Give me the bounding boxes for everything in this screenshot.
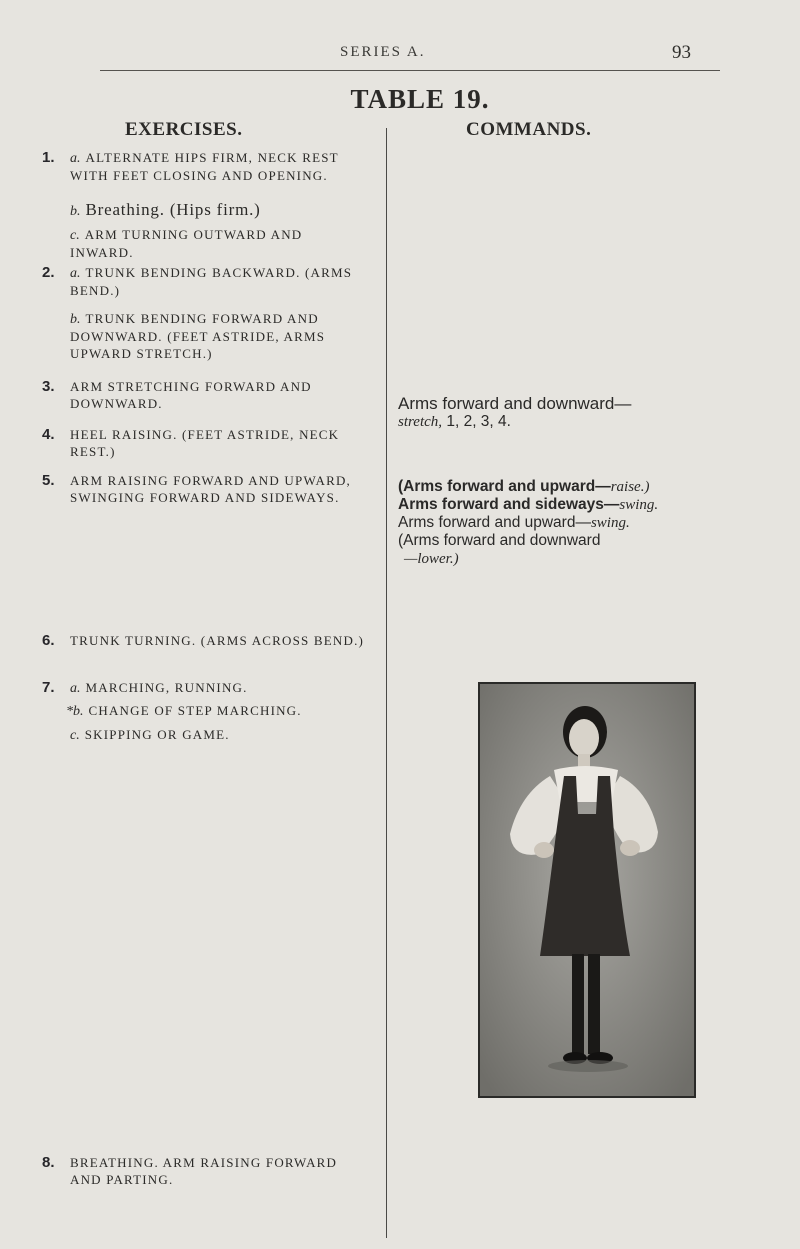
header-rule (100, 70, 720, 71)
exercise-number-2: 2. (42, 264, 55, 281)
command-3-line1: Arms forward and downward— (398, 394, 632, 413)
exercise-3-text: ARM STRETCHING FORWARD AND DOWNWARD. (70, 379, 312, 411)
page-number: 93 (672, 42, 691, 63)
command-5-line4: (Arms forward and downward (398, 532, 601, 549)
table-title (0, 84, 800, 115)
exercise-2b (70, 310, 370, 362)
exercise-8 (70, 1154, 370, 1188)
exercise-7c-marker: c. (70, 728, 80, 743)
command-5-line3-main: Arms forward and upward— (398, 514, 591, 531)
command-5-line3 (398, 514, 793, 532)
exercise-5-text: ARM RAISING FORWARD AND UPWARD, SWINGING FORWARD AND SIDEWAYS. (70, 473, 351, 505)
command-5-line5 (398, 550, 793, 568)
exercise-7a-marker: a. (70, 681, 81, 696)
exercise-7b-marker: *b. (66, 704, 84, 719)
exercise-number-7: 7. (42, 679, 55, 696)
command-5-line1 (398, 478, 793, 496)
exercise-2b-marker: b. (70, 312, 81, 327)
command-5-line2 (398, 496, 793, 514)
exercises-heading: EXERCISES. (125, 119, 243, 140)
exercise-4 (70, 426, 370, 460)
command-5-line2-italic: swing. (619, 497, 659, 513)
exercise-7b (66, 702, 366, 720)
exercise-number-1: 1. (42, 149, 55, 166)
command-3-counts: 1, 2, 3, 4. (446, 413, 511, 430)
exercise-5 (70, 472, 370, 506)
command-5-line5-italic: —lower.) (404, 551, 459, 567)
exercise-1b (70, 201, 370, 220)
exercise-1b-marker: b. (70, 204, 81, 219)
exercise-1a-marker: a. (70, 151, 81, 166)
column-divider (386, 128, 387, 1238)
exercise-2a-marker: a. (70, 266, 81, 281)
command-3 (398, 395, 788, 431)
command-5-line2-main: Arms forward and sideways— (398, 496, 620, 513)
exercise-1b-text: Breathing. (Hips firm.) (85, 200, 261, 219)
exercise-number-8: 8. (42, 1154, 55, 1171)
command-5-line1-main: (Arms forward and upward— (398, 478, 611, 495)
command-5-line3-italic: swing. (590, 515, 630, 531)
exercise-7a-text: MARCHING, RUNNING. (85, 680, 248, 695)
exercise-2a (70, 264, 370, 299)
table-title-text: TABLE 19. (350, 84, 490, 114)
running-head: SERIES A. (340, 44, 426, 60)
exercise-8-text: BREATHING. ARM RAISING FORWARD AND PARTING. (70, 1155, 338, 1187)
exercise-2b-text: TRUNK BENDING FORWARD AND DOWNWARD. (FEET ASTRIDE, ARMS UPWARD STRETCH.) (70, 311, 326, 361)
exercise-7c-text: SKIPPING OR GAME. (84, 727, 230, 742)
commands-heading: COMMANDS. (466, 119, 592, 140)
exercise-3 (70, 378, 370, 412)
exercise-1c (70, 226, 370, 261)
exercise-6 (70, 632, 370, 649)
exercise-number-4: 4. (42, 426, 55, 443)
exercise-2a-text: TRUNK BENDING BACKWARD. (ARMS BEND.) (70, 265, 353, 298)
girl-figure-illustration (480, 684, 694, 1096)
exercise-4-text: HEEL RAISING. (FEET ASTRIDE, NECK REST.) (70, 427, 340, 459)
exercise-1c-text: ARM TURNING OUTWARD AND INWARD. (70, 227, 303, 260)
exercise-number-6: 6. (42, 632, 55, 649)
exercise-1a (70, 149, 370, 184)
exercise-1a-text: ALTERNATE HIPS FIRM, NECK REST WITH FEET CLOSING AND OPENING. (70, 150, 339, 183)
exercise-number-3: 3. (42, 378, 55, 395)
exercise-number-5: 5. (42, 472, 55, 489)
exercise-7b-text: CHANGE OF STEP MARCHING. (88, 703, 302, 718)
command-3-line2 (398, 413, 788, 431)
exercise-7c (70, 726, 370, 744)
command-3-italic: stretch, (398, 414, 443, 430)
exercise-1c-marker: c. (70, 228, 80, 243)
exercise-7a (70, 679, 370, 697)
exercise-photograph (478, 682, 696, 1098)
exercise-6-text: TRUNK TURNING. (ARMS ACROSS BEND.) (70, 633, 365, 648)
command-5-line1-italic: raise.) (610, 479, 650, 495)
command-5 (398, 478, 793, 568)
